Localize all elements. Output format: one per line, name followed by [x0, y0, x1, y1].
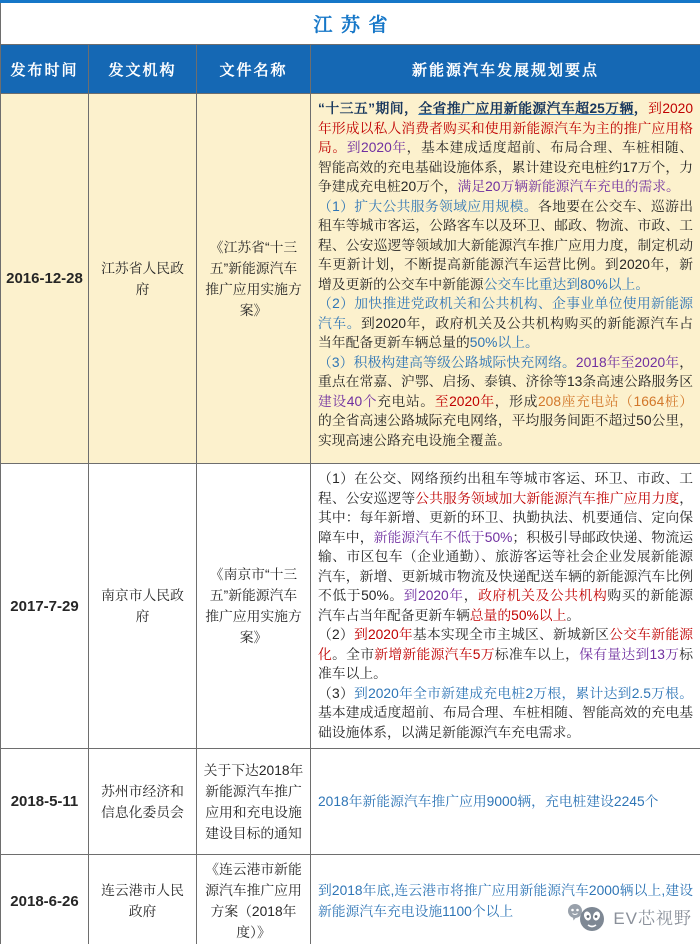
plan-paragraph: （3）到2020年全市新建成充电桩2万根，累计达到2.5万根。基本建成适度超前、布局合理、车桩相随、智能高效的充电基础设施体系，以满足新能源汽车充电需求。: [318, 685, 694, 740]
table-row: [1, 94, 700, 464]
plan-paragraph: （1）在公交、网络预约出租车等城市客运、环卫、市政、工程、公安巡逻等公共服务领域加大新能源汽车推广应用力度，其中：每年新增、更新的环卫、执勤执法、机要通信、定向保障车中，新能源汽车不低于50%；积极引导邮政快递、物流运输、市区包车（企业通勤）、旅游客运等社会企业发展新能源汽车，新增、更新城市物流及快递配送车辆的新能源汽车比例不低于50%。到2020年，政府机关及公共机构购买的新能源汽车占当年配备更新车辆总量的50%以上。: [318, 471, 694, 623]
plan-paragraph: （1）扩大公共服务领域应用规模。各地要在公交车、巡游出租车等城市客运，公路客车以及环卫、邮政、物流、市政、工程、公安巡逻等领域加大新能源汽车推广应用力度，制定机动车更新计划，不断提高新能源汽车运营比例。到2020年，新增及更新的公交车中新能源公交车比重达到80%以上。: [318, 198, 694, 292]
watermark-label: EV芯视野: [613, 908, 692, 928]
cell-document-name: 关于下达2018年新能源汽车推广应用和充电设施建设目标的通知: [197, 749, 311, 855]
plan-paragraph: “十三五”期间，全省推广应用新能源汽车超25万辆，到2020年形成以私人消费者购买和使用新能源汽车为主的推广应用格局。到2020年，基本建成适度超前、布局合理、车桩相随、智能高效的充电基础设施体系，累计建设充电桩约17万个，力争建成充电桩20万个，满足20万辆新能源汽车充电的需求。: [318, 101, 694, 194]
cell-document-name: 《连云港市新能源汽车推广应用方案（2018年度）》: [197, 855, 311, 944]
cell-document-name: 《江苏省“十三五”新能源汽车推广应用实施方案》: [197, 94, 311, 464]
col-header-plan-points: 新能源汽车发展规划要点: [311, 45, 700, 94]
cell-issuing-agency: 南京市人民政府: [89, 464, 197, 749]
cell-publish-date: 2018-6-26: [1, 855, 89, 944]
col-header-issuing-agency: 发文机构: [89, 45, 197, 94]
plan-paragraph: （3）积极构建高等级公路城际快充网络。2018年至2020年，重点在常嘉、沪鄂、启扬、泰镇、济徐等13条高速公路服务区建设40个充电站。至2020年，形成208座充电站（1664桩）的全省高速公路城际充电网络，平均服务间距不超过50公里，实现高速公路充电设施全覆盖。: [318, 354, 694, 448]
cell-publish-date: 2018-5-11: [1, 749, 89, 855]
cell-issuing-agency: 连云港市人民政府: [89, 855, 197, 944]
cell-plan-points: [311, 749, 700, 855]
cell-issuing-agency: 江苏省人民政府: [89, 94, 197, 464]
table-row: [1, 749, 700, 855]
col-header-document-name: 文件名称: [197, 45, 311, 94]
table-row: [1, 464, 700, 749]
cell-publish-date: 2016-12-28: [1, 94, 89, 464]
title-row: [1, 2, 700, 45]
table-body: [1, 94, 700, 944]
table-header: [1, 45, 700, 94]
col-header-publish-date: 发布时间: [1, 45, 89, 94]
watermark: [564, 900, 692, 932]
cell-publish-date: 2017-7-29: [1, 464, 89, 749]
plan-paragraph: 2018年新能源汽车推广应用9000辆，充电桩建设2245个: [318, 794, 659, 809]
cell-plan-points: [311, 94, 700, 464]
cell-issuing-agency: 苏州市经济和信息化委员会: [89, 749, 197, 855]
cell-document-name: 《南京市“十三五”新能源汽车推广应用实施方案》: [197, 464, 311, 749]
plan-paragraph: 到2018年底,连云港市将推广应用新能源汽车2000辆以上,建设新能源汽车充电设施1100个以上: [318, 883, 694, 919]
cell-plan-points: [311, 464, 700, 749]
plan-paragraph: （2）加快推进党政机关和公共机构、企事业单位使用新能源汽车。到2020年，政府机关及公共机构购买的新能源汽车占当年配备更新车辆总量的50%以上。: [318, 296, 694, 350]
panda-logo-icon: [564, 900, 608, 932]
plan-paragraph: （2）到2020年基本实现全市主城区、新城新区公交车新能源化。全市新增新能源汽车5万标准车以上，保有量达到13万标准车以上。: [318, 627, 694, 681]
page-title: 江苏省: [1, 2, 700, 45]
